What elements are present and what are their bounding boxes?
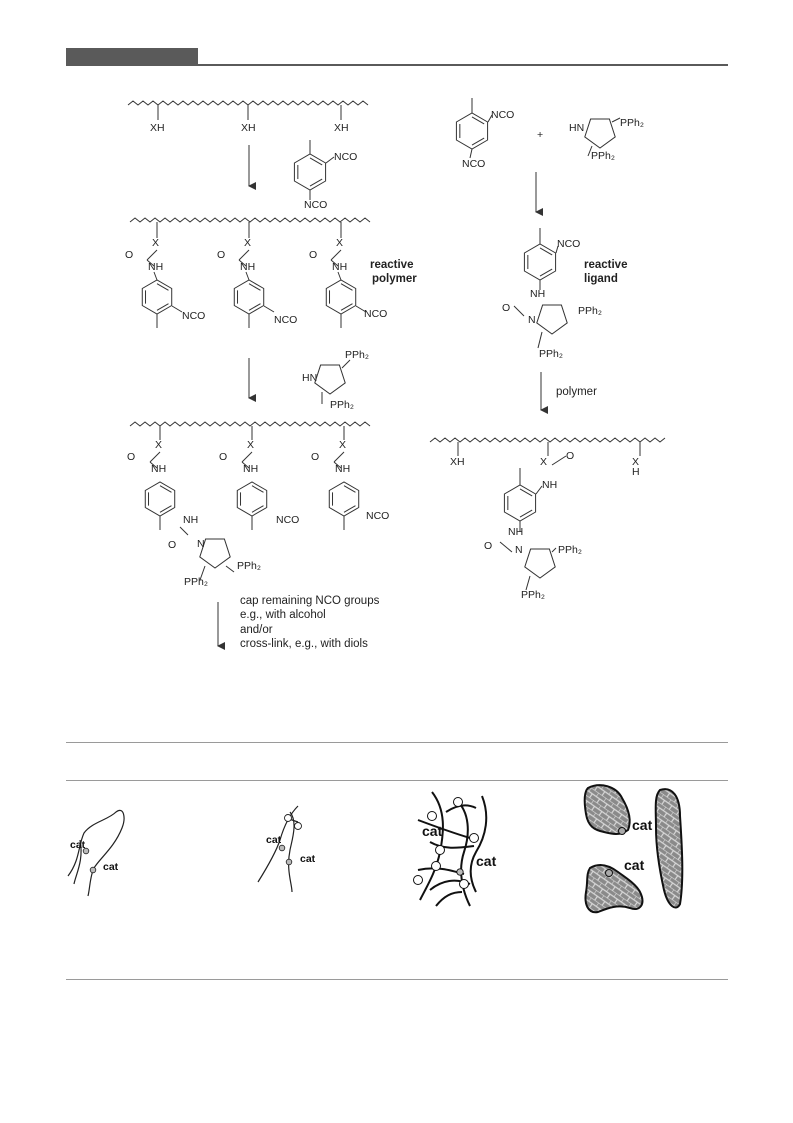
o-label: O: [217, 249, 226, 261]
ch2-bond: [526, 576, 530, 590]
crosslink-node: [428, 812, 437, 821]
benzene-ring: [142, 280, 171, 314]
nco-label: NCO: [274, 314, 298, 326]
o-label: O: [168, 539, 177, 551]
nco-label: NCO: [334, 151, 358, 163]
benzene-ring: [504, 485, 535, 521]
cap-caption: cross-link, e.g., with diols: [240, 638, 368, 650]
double-bond: [160, 486, 171, 493]
nh-label: NH: [243, 463, 259, 475]
polymer-arrow-label: polymer: [556, 386, 597, 398]
bond: [226, 566, 234, 572]
double-bond: [249, 284, 260, 291]
nco-label: NCO: [462, 158, 486, 170]
n-label: N: [197, 538, 205, 550]
benzene-ring: [237, 482, 266, 516]
table-rule: [66, 780, 728, 781]
x-label: X: [540, 456, 548, 468]
benzene-ring: [326, 280, 355, 314]
crosslink-node: [414, 876, 423, 885]
plus-sign: +: [537, 129, 544, 141]
nh-label: NH: [335, 463, 351, 475]
pph2-label: PPh₂: [237, 560, 261, 572]
crosslink-node: [454, 798, 463, 807]
carbamate-bond: [147, 250, 157, 260]
cap-caption: and/or: [240, 624, 273, 636]
nco-label: NCO: [182, 310, 206, 322]
polymer-backbone: [130, 422, 370, 426]
reactive-ligand-label: reactive: [584, 259, 628, 271]
nco-label: NCO: [364, 308, 388, 320]
double-bond: [472, 138, 484, 145]
nh-label: NH: [508, 526, 524, 538]
x-label: X: [336, 237, 344, 249]
bond: [154, 272, 157, 280]
pph2-label: PPh₂: [184, 576, 208, 588]
cat-label: cat: [103, 861, 119, 873]
double-bond: [344, 506, 355, 513]
nco-label: NCO: [276, 514, 300, 526]
benzene-ring: [329, 482, 358, 516]
bond: [500, 542, 512, 552]
x-label: X: [152, 237, 160, 249]
crosslink-node: [432, 862, 441, 871]
bond: [552, 548, 556, 552]
pyrrolidine-ring: [585, 119, 615, 148]
double-bond: [540, 248, 552, 255]
xh-label: XH: [150, 122, 165, 134]
o-label: O: [566, 450, 575, 462]
catalyst-node: [90, 867, 96, 873]
o-label: O: [309, 249, 318, 261]
panel-linear-chain: [68, 810, 124, 896]
bond: [264, 306, 274, 312]
carbamate-bond: [239, 250, 249, 260]
panel-network: [418, 792, 486, 906]
catalyst-node: [457, 869, 463, 875]
pph2-label: PPh₂: [330, 399, 354, 411]
crosslink-node: [460, 880, 469, 889]
cat-label: cat: [266, 834, 282, 846]
catalyst-node: [279, 845, 285, 851]
nh-label: NH: [148, 261, 164, 273]
nco-label: NCO: [366, 510, 390, 522]
cat-label: cat: [632, 817, 653, 833]
x-label: X: [244, 237, 252, 249]
double-bond: [310, 158, 322, 165]
pph2-label: PPh₂: [558, 544, 582, 556]
benzene-ring: [456, 113, 487, 149]
x-label: X: [339, 439, 347, 451]
double-bond: [252, 486, 263, 493]
bond: [338, 272, 341, 280]
bond: [514, 306, 524, 316]
carbamate-bond: [334, 452, 344, 462]
pph2-label: PPh₂: [345, 349, 369, 361]
x-label: X: [247, 439, 255, 451]
pph2-label: PPh₂: [620, 117, 644, 129]
reactive-polymer-label: polymer: [372, 273, 417, 285]
panel-solid-particles: [585, 785, 683, 912]
crosslink-node: [436, 846, 445, 855]
bond: [246, 272, 249, 280]
double-bond: [520, 489, 532, 496]
pph2-label: PPh₂: [539, 348, 563, 360]
polymer-backbone: [430, 438, 665, 442]
nh-label: NH: [542, 479, 558, 491]
nco-label: NCO: [557, 238, 581, 250]
bond: [342, 360, 350, 368]
cat-label: cat: [476, 853, 497, 869]
nh-label: NH: [183, 514, 199, 526]
double-bond: [252, 506, 263, 513]
o-label: O: [311, 451, 320, 463]
x-label: X: [155, 439, 163, 451]
carbamate-bond: [150, 452, 160, 462]
bond: [326, 157, 334, 163]
bond: [180, 527, 188, 535]
double-bond: [160, 506, 171, 513]
double-bond: [344, 486, 355, 493]
xh-label: XH: [241, 122, 256, 134]
double-bond: [157, 284, 168, 291]
hn-label: HN: [302, 372, 318, 384]
bond: [612, 118, 620, 122]
carbamate-bond: [552, 456, 566, 465]
o-label: O: [127, 451, 136, 463]
cat-label: cat: [70, 839, 86, 851]
n-label: N: [515, 544, 523, 556]
table-rule: [66, 979, 728, 980]
benzene-ring: [294, 154, 325, 190]
panel-crosslinked-chain: [258, 806, 298, 892]
bond: [470, 149, 472, 158]
benzene-ring: [524, 244, 555, 280]
nh-label: NH: [332, 261, 348, 273]
double-bond: [249, 304, 260, 311]
nh-label: NH: [530, 288, 546, 300]
cap-caption: cap remaining NCO groups: [240, 595, 380, 607]
hn-label: HN: [569, 122, 585, 134]
double-bond: [310, 179, 322, 186]
crosslink-node: [285, 815, 292, 822]
nco-label: NCO: [491, 109, 515, 121]
benzene-ring: [234, 280, 263, 314]
crosslink-node: [295, 823, 302, 830]
h-label: H: [632, 466, 640, 478]
pph2-label: PPh₂: [521, 589, 545, 601]
carbamate-bond: [242, 452, 252, 462]
double-bond: [157, 304, 168, 311]
cat-label: cat: [624, 857, 645, 873]
polymer-backbone: [128, 101, 368, 105]
n-label: N: [528, 314, 536, 326]
nco-label: NCO: [304, 199, 328, 211]
carbamate-bond: [331, 250, 341, 260]
o-label: O: [502, 302, 511, 314]
nh-label: NH: [240, 261, 256, 273]
pyrrolidine-ring: [537, 305, 567, 334]
catalyst-node: [606, 870, 613, 877]
xh-label: XH: [450, 456, 465, 468]
reactive-polymer-label: reactive: [370, 259, 414, 271]
bond: [172, 306, 182, 312]
double-bond: [341, 284, 352, 291]
xh-label: XH: [334, 122, 349, 134]
cat-label: cat: [300, 853, 316, 865]
o-label: O: [125, 249, 134, 261]
cap-caption: e.g., with alcohol: [240, 609, 326, 621]
o-label: O: [484, 540, 493, 552]
catalyst-node: [619, 828, 626, 835]
double-bond: [540, 269, 552, 276]
nh-label: NH: [151, 463, 167, 475]
reactive-ligand-label: ligand: [584, 273, 618, 285]
double-bond: [341, 304, 352, 311]
table-rule: [66, 742, 728, 743]
pph2-label: PPh₂: [578, 305, 602, 317]
benzene-ring: [145, 482, 174, 516]
o-label: O: [219, 451, 228, 463]
crosslink-node: [470, 834, 479, 843]
cat-label: cat: [422, 823, 443, 839]
double-bond: [520, 510, 532, 517]
catalyst-node: [286, 859, 292, 865]
ch2-bond: [538, 332, 542, 348]
polymer-backbone: [130, 218, 370, 222]
pph2-label: PPh₂: [591, 150, 615, 162]
x-label: X: [632, 456, 640, 468]
pyrrolidine-ring: [315, 365, 345, 394]
pyrrolidine-ring: [525, 549, 555, 578]
double-bond: [472, 117, 484, 124]
